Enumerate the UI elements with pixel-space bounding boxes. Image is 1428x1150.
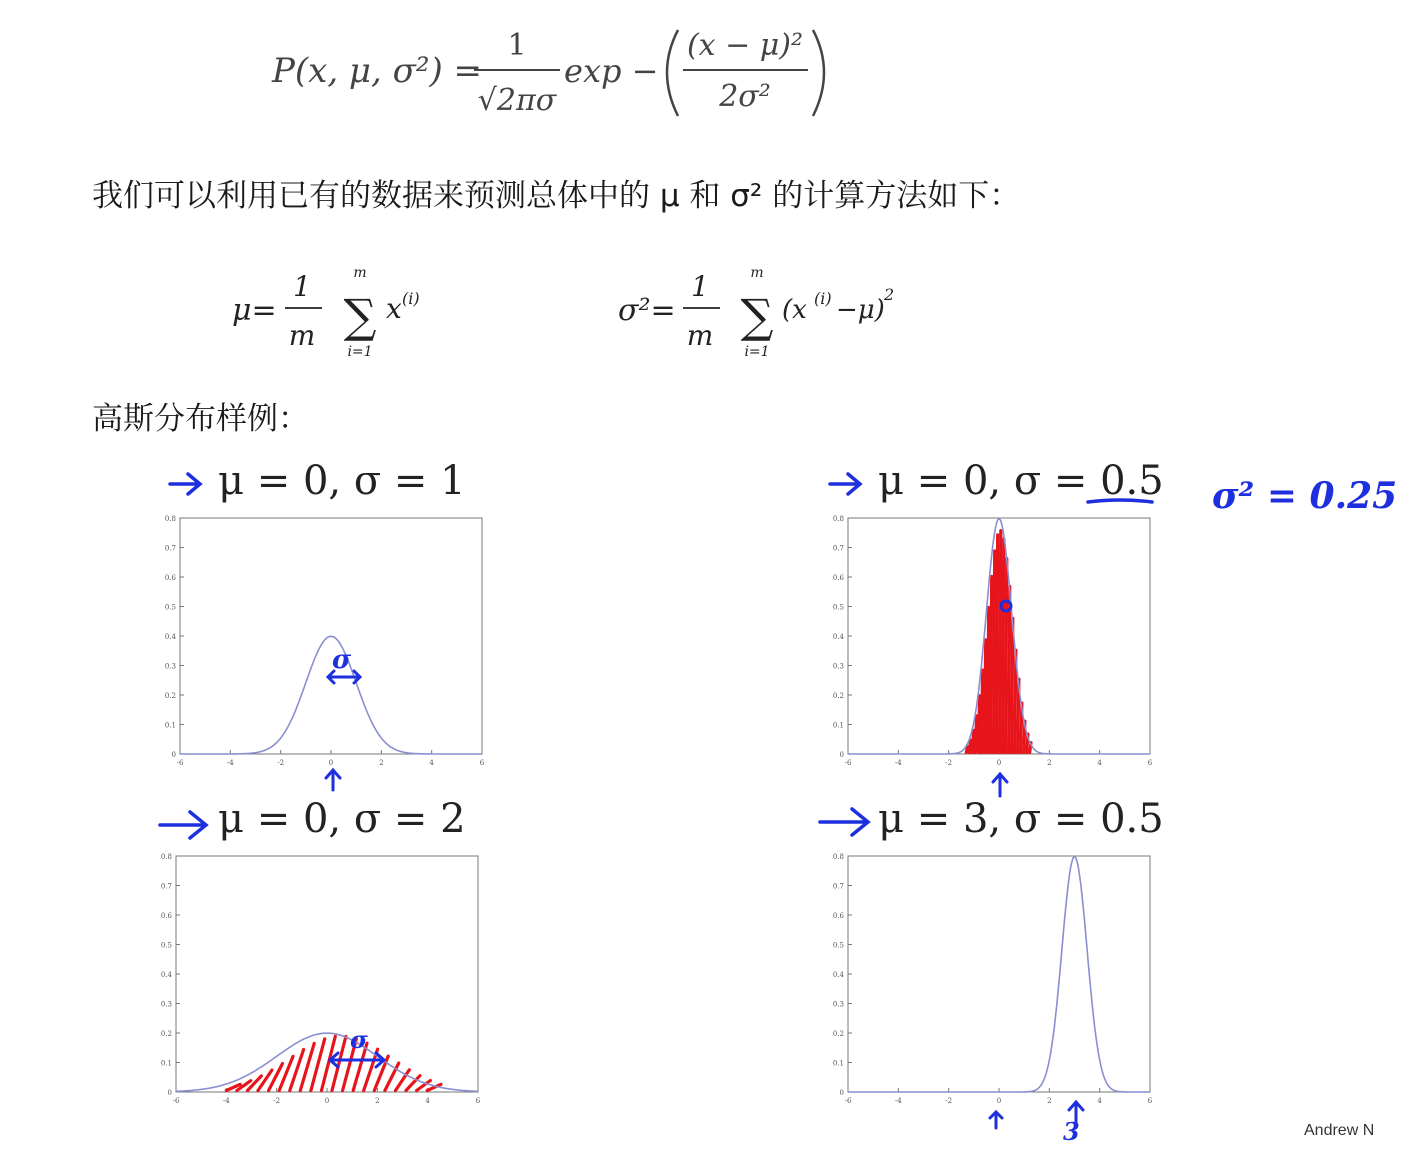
panel-4-title: μ = 3, σ = 0.5 [878, 796, 1164, 842]
y-tick-label: 0.8 [832, 853, 844, 861]
red-hatch-stroke [975, 716, 976, 753]
y-tick-label: 0.6 [160, 912, 172, 920]
sigma-frac-num: 1 [691, 270, 709, 303]
red-hatch-stroke [981, 670, 982, 752]
examples-heading: 高斯分布样例： [92, 401, 309, 437]
sigma-frac-den: m [686, 319, 714, 352]
y-tick-label: 0.1 [832, 721, 844, 730]
red-hatch-stroke [1006, 559, 1007, 753]
x-tick-label: 4 [1097, 1097, 1102, 1105]
mu-frac-den: m [288, 319, 316, 352]
y-tick-label: 0.6 [164, 574, 176, 582]
x-tick-label: 4 [425, 1097, 430, 1105]
formula-mu [232, 265, 420, 360]
y-tick-label: 0.8 [164, 515, 176, 523]
chart-mu0-sigma1 [165, 515, 485, 767]
x-tick-label: -2 [945, 759, 953, 767]
y-tick-label: 0.1 [832, 1059, 844, 1068]
y-tick-label: 0.7 [832, 882, 844, 891]
x-tick-label: 2 [379, 759, 384, 767]
mu-term-sup: (i) [402, 289, 420, 308]
panel-3-title: μ = 0, σ = 2 [218, 796, 466, 842]
x-tick-label: -4 [222, 1097, 230, 1105]
y-tick-label: 0 [171, 751, 176, 759]
y-tick-label: 0.4 [832, 971, 844, 979]
sigma-term-open: (x [782, 295, 807, 325]
x-tick-label: 0 [996, 759, 1002, 767]
red-hatch-stroke [966, 746, 967, 752]
formula-lhs: P(x, μ, σ²) = [272, 51, 483, 91]
y-tick-label: 0.3 [832, 662, 844, 671]
sigma-sum-top: m [750, 265, 764, 281]
y-tick-label: 0 [167, 1089, 172, 1097]
x-tick-label: -2 [273, 1097, 281, 1105]
formula-paren-left [667, 30, 678, 116]
x-tick-label: -2 [277, 759, 285, 767]
mu-frac-num: 1 [293, 270, 311, 303]
y-tick-label: 0.7 [160, 882, 172, 891]
red-hatch-stroke [1003, 539, 1004, 753]
panel-1-hand-sigma: σ [332, 645, 352, 675]
panel-2-title: μ = 0, σ = 0.5 [878, 458, 1164, 504]
x-tick-label: 0 [996, 1097, 1002, 1105]
red-hatch-stroke [1015, 650, 1016, 752]
formula-inner-denominator: 2σ² [719, 79, 771, 114]
gaussian-examples [0, 440, 1428, 1150]
y-tick-label: 0.7 [832, 544, 844, 553]
x-tick-label: 6 [479, 759, 485, 767]
formula-numerator: 1 [507, 28, 527, 63]
x-tick-label: -6 [172, 1097, 180, 1105]
mu-sum-top: m [353, 265, 367, 281]
mu-sum-sign: ∑ [343, 289, 377, 343]
x-tick-label: -6 [844, 759, 852, 767]
formula-denominator: √2πσ [477, 83, 557, 118]
y-tick-label: 0.2 [160, 1030, 172, 1038]
sigma-sum-bottom: i=1 [744, 344, 770, 360]
y-tick-label: 0.1 [160, 1059, 172, 1068]
y-tick-label: 0.5 [164, 603, 176, 612]
x-tick-label: 6 [1147, 759, 1153, 767]
panel-1-mean-arrow-icon [326, 770, 340, 790]
chart-mu0-sigma05 [833, 515, 1153, 767]
y-tick-label: 0.3 [164, 662, 176, 671]
y-tick-label: 0.3 [160, 1000, 172, 1009]
y-tick-label: 0.4 [832, 633, 844, 641]
sigma-sum-sign: ∑ [740, 289, 774, 343]
formula-gaussian-pdf [0, 0, 1428, 130]
x-tick-label: -2 [945, 1097, 953, 1105]
x-tick-label: -6 [176, 759, 184, 767]
mu-sum-bottom: i=1 [347, 344, 373, 360]
y-tick-label: 0 [839, 751, 844, 759]
panel-2-arrow-icon [830, 474, 860, 494]
x-tick-label: 2 [375, 1097, 380, 1105]
red-hatch-stroke [1000, 531, 1001, 753]
panel-3-arrow-icon [160, 812, 206, 838]
intro-text: 我们可以利用已有的数据来预测总体中的 μ 和 σ² 的计算方法如下： [92, 178, 1021, 214]
panel-1-arrow-icon [170, 474, 200, 494]
formula-paren-right [813, 30, 824, 116]
red-hatch-stroke [972, 730, 973, 752]
red-hatch-stroke [978, 696, 979, 753]
y-tick-label: 0.6 [832, 912, 844, 920]
y-tick-label: 0.3 [832, 1000, 844, 1009]
y-tick-label: 0.5 [832, 941, 844, 950]
formula-exp: exp − [564, 52, 659, 90]
x-tick-label: 6 [1147, 1097, 1153, 1105]
red-hatch-stroke [990, 577, 991, 753]
red-hatch-stroke [987, 608, 988, 753]
x-tick-label: -4 [894, 759, 902, 767]
x-tick-label: 6 [475, 1097, 481, 1105]
chart-mu3-sigma05 [833, 853, 1153, 1105]
plot-frame [848, 856, 1150, 1092]
panel-4-hand-three: 3 [1063, 1117, 1080, 1146]
panel-4-zero-arrow-icon [990, 1112, 1002, 1128]
estimation-formulas [0, 250, 1428, 370]
y-tick-label: 0.2 [832, 1030, 844, 1038]
underline-0.5 [1088, 500, 1152, 502]
y-tick-label: 0.4 [160, 971, 172, 979]
red-hatch-stroke [994, 551, 995, 753]
x-tick-label: 4 [1097, 759, 1102, 767]
panel-1-title: μ = 0, σ = 1 [218, 458, 466, 504]
y-tick-label: 0.5 [160, 941, 172, 950]
y-tick-label: 0.2 [832, 692, 844, 700]
sigma-lhs: σ²= [618, 293, 676, 328]
y-tick-label: 0.4 [164, 633, 176, 641]
red-hatch-stroke [997, 535, 998, 753]
hand-sigma-sq-note: σ² = 0.25 [1212, 475, 1398, 517]
sigma-term-pow: 2 [884, 285, 895, 304]
formula-sigma [618, 265, 894, 360]
formula-inner-numerator: (x − μ)² [686, 28, 804, 63]
mu-term: x [386, 292, 402, 325]
y-tick-label: 0 [839, 1089, 844, 1097]
panel-4-arrow-icon [820, 809, 868, 835]
credit: Andrew N [1304, 1122, 1375, 1139]
chart-mu0-sigma2 [161, 853, 481, 1105]
y-tick-label: 0.8 [832, 515, 844, 523]
red-hatch-stroke [1012, 618, 1013, 752]
mu-lhs: μ= [232, 293, 277, 328]
plot-frame [176, 856, 478, 1092]
red-hatch-stroke [969, 740, 970, 752]
sigma-term-rest: −μ) [836, 295, 885, 325]
y-tick-label: 0.7 [164, 544, 176, 553]
panel-3-hand-sigma: σ [350, 1025, 368, 1054]
x-tick-label: -6 [844, 1097, 852, 1105]
x-tick-label: -4 [226, 759, 234, 767]
y-tick-label: 0.1 [164, 721, 176, 730]
sigma-term-sup: (i) [814, 289, 832, 308]
y-tick-label: 0.8 [160, 853, 172, 861]
x-tick-label: 4 [429, 759, 434, 767]
x-tick-label: 0 [324, 1097, 330, 1105]
y-tick-label: 0.6 [832, 574, 844, 582]
x-tick-label: -4 [894, 1097, 902, 1105]
red-hatch-stroke [984, 640, 985, 753]
y-tick-label: 0.5 [832, 603, 844, 612]
x-tick-label: 2 [1047, 759, 1052, 767]
panel-2-mean-arrow-icon [993, 774, 1007, 796]
x-tick-label: 0 [328, 759, 334, 767]
x-tick-label: 2 [1047, 1097, 1052, 1105]
y-tick-label: 0.2 [164, 692, 176, 700]
